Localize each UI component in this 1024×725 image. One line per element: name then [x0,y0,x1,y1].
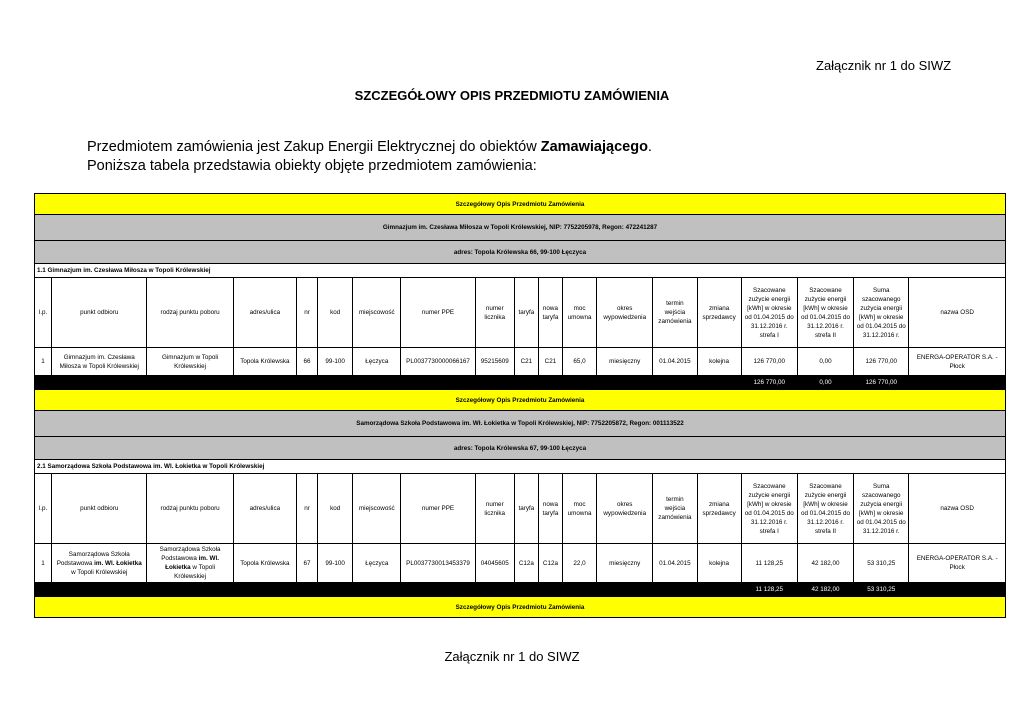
col-lp: l.p. [35,474,52,544]
cell-osd: ENERGA-OPERATOR S.A. - Płock [909,544,1006,583]
col-moc: moc umowna [563,474,597,544]
col-adres: adres/ulica [233,474,296,544]
cell-strefa1: 126 770,00 [741,348,797,376]
cell-okres: miesięczny [597,544,653,583]
cell-strefa2: 42 182,00 [797,544,853,583]
total-strefa2: 0,00 [797,376,853,390]
entity-row [35,215,1006,241]
cell-adres: Topola Królewska [233,348,296,376]
intro-line-1 [87,138,652,157]
cell-licznik: 04045605 [475,544,514,583]
subsection-title: 1.1 Gimnazjum im. Czesława Miłosza w Topoli Królewskiej [35,264,1006,278]
cell-nowa-taryfa: C12a [538,544,562,583]
cell-suma: 126 770,00 [854,348,909,376]
col-strefa1: Szacowane zużycie energii [kWh] w okresie od 01.04.2015 do 31.12.2016 r. strefa I [741,474,797,544]
cell-punkt-a: Samorządowa Szkoła Podstawowa [56,550,130,567]
col-osd: nazwa OSD [909,278,1006,348]
cell-punkt: Gimnazjum im. Czesława Miłosza w Topoli Królewskiej [52,348,147,376]
col-zmiana: zmiana sprzedawcy [697,278,741,348]
cell-rodzaj [147,544,233,583]
total-suma: 126 770,00 [854,376,909,390]
cell-punkt-b: im. Wl. Łokietka [94,559,142,567]
cell-ppe: PL0037730013453379 [401,544,475,583]
col-miejscowosc: miejscowość [353,278,401,348]
col-miejscowosc: miejscowość [353,474,401,544]
col-licznik: numer licznika [475,278,514,348]
cell-osd: ENERGA-OPERATOR S.A. - Płock [909,348,1006,376]
banner: Szczegółowy Opis Przedmiotu Zamówienia [35,597,1006,618]
column-header-row [35,474,1006,544]
cell-rodzaj-b: im. Wl. Łokietka [165,555,219,571]
total-strefa1: 126 770,00 [741,376,797,390]
col-strefa2: Szacowane zużycie energii [kWh] w okresie od 01.04.2015 do 31.12.2016 r. strefa II [797,278,853,348]
totals-spacer-end [909,583,1006,597]
col-ppe: numer PPE [401,278,475,348]
col-strefa1: Szacowane zużycie energii [kWh] w okresie od 01.04.2015 do 31.12.2016 r. strefa I [741,278,797,348]
cell-termin: 01.04.2015 [653,348,697,376]
cell-zmiana: kolejna [697,348,741,376]
col-osd: nazwa OSD [909,474,1006,544]
attachment-label: Załącznik nr 1 do SIWZ [816,58,952,73]
cell-suma: 53 310,25 [854,544,909,583]
cell-kod: 99-100 [318,544,353,583]
cell-taryfa: C21 [514,348,538,376]
cell-strefa1: 11 128,25 [741,544,797,583]
table-row [35,348,1006,376]
cell-miejscowosc: Łęczyca [353,544,401,583]
cell-taryfa: C12a [514,544,538,583]
col-ppe: numer PPE [401,474,475,544]
entity-name: Samorządowa Szkoła Podstawowa im. Wł. Łokietka w Topoli Królewskiej, NIP: 7752205872, Regon: 001113522 [35,411,1006,437]
cell-rodzaj-a: Samorządowa Szkoła Podstawowa [159,546,221,562]
banner-row [35,390,1006,411]
col-lp: l.p. [35,278,52,348]
col-adres: adres/ulica [233,278,296,348]
intro-line-1-suffix: . [647,139,652,155]
total-suma: 53 310,25 [854,583,909,597]
cell-okres: miesięczny [597,348,653,376]
banner-row [35,194,1006,215]
totals-row [35,583,1006,597]
total-strefa2: 42 182,00 [797,583,853,597]
cell-moc: 65,0 [563,348,597,376]
col-termin: termin wejścia zamówienia [653,278,697,348]
col-punkt: punkt odbioru [52,278,147,348]
cell-rodzaj: Gimnazjum w Topoli Królewskiej [147,348,233,376]
banner: Szczegółowy Opis Przedmiotu Zamówienia [35,390,1006,411]
col-rodzaj: rodzaj punktu poboru [147,278,233,348]
cell-nr: 66 [297,348,318,376]
cell-moc: 22,0 [563,544,597,583]
col-zmiana: zmiana sprzedawcy [697,474,741,544]
entity-row [35,411,1006,437]
col-strefa2: Szacowane zużycie energii [kWh] w okresie od 01.04.2015 do 31.12.2016 r. strefa II [797,474,853,544]
cell-rodzaj-c: w Topoli Królewskiej [174,564,216,580]
col-moc: moc umowna [563,278,597,348]
col-nowa-taryfa: nowa taryfa [538,474,562,544]
cell-zmiana: kolejna [697,544,741,583]
intro-line-1-text: Przedmiotem zamówienia jest Zakup Energii Elektrycznej do obiektów [87,139,541,155]
subsection-row [35,264,1006,278]
entity-address: adres: Topola Królewska 66, 99-100 Łęczyca [35,241,1006,264]
entity-name: Gimnazjum im. Czesława Miłosza w Topoli Królewskiej, NIP: 7752205978, Regon: 472241287 [35,215,1006,241]
page-title: SZCZEGÓŁOWY OPIS PRZEDMIOTU ZAMÓWIENIA [354,88,670,103]
col-termin: termin wejścia zamówienia [653,474,697,544]
subsection-title: 2.1 Samorządowa Szkoła Podstawowa im. Wl. Łokietka w Topoli Królewskiej [35,460,1006,474]
cell-lp: 1 [35,544,52,583]
cell-licznik: 95215609 [475,348,514,376]
cell-termin: 01.04.2015 [653,544,697,583]
cell-nr: 67 [297,544,318,583]
col-nowa-taryfa: nowa taryfa [538,278,562,348]
col-nr: nr [297,278,318,348]
banner: Szczegółowy Opis Przedmiotu Zamówienia [35,194,1006,215]
cell-punkt-c: w Topoli Królewskiej [71,568,128,576]
cell-nowa-taryfa: C21 [538,348,562,376]
cell-strefa2: 0,00 [797,348,853,376]
intro-line-1-bold: Zamawiającego [540,139,648,155]
col-nr: nr [297,474,318,544]
cell-kod: 99-100 [318,348,353,376]
address-row [35,437,1006,460]
totals-spacer [35,583,742,597]
col-kod: kod [318,278,353,348]
footer-attachment-label: Załącznik nr 1 do SIWZ [444,649,580,664]
objects-table [34,193,1006,618]
intro-text [87,138,652,176]
col-licznik: numer licznika [475,474,514,544]
subsection-row [35,460,1006,474]
address-row [35,241,1006,264]
cell-lp: 1 [35,348,52,376]
intro-line-2: Poniższa tabela przedstawia obiekty objęte przedmiotem zamówienia: [87,158,537,174]
banner-row [35,597,1006,618]
total-strefa1: 11 128,25 [741,583,797,597]
cell-ppe: PL0037730000066167 [401,348,475,376]
col-suma: Suma szacowanego zużycia energii [kWh] w okresie od 01.04.2015 do 31.12.2016 r. [854,474,909,544]
col-kod: kod [318,474,353,544]
cell-punkt [52,544,147,583]
col-okres: okres wypowiedzenia [597,278,653,348]
col-taryfa: taryfa [514,474,538,544]
col-punkt: punkt odbioru [52,474,147,544]
col-rodzaj: rodzaj punktu poboru [147,474,233,544]
totals-spacer [35,376,742,390]
cell-adres: Topola Królewska [233,544,296,583]
column-header-row [35,278,1006,348]
table-row [35,544,1006,583]
totals-row [35,376,1006,390]
cell-miejscowosc: Łęczyca [353,348,401,376]
col-taryfa: taryfa [514,278,538,348]
col-okres: okres wypowiedzenia [597,474,653,544]
col-suma: Suma szacowanego zużycia energii [kWh] w okresie od 01.04.2015 do 31.12.2016 r. [854,278,909,348]
totals-spacer-end [909,376,1006,390]
entity-address: adres: Topola Królewska 67, 99-100 Łęczyca [35,437,1006,460]
